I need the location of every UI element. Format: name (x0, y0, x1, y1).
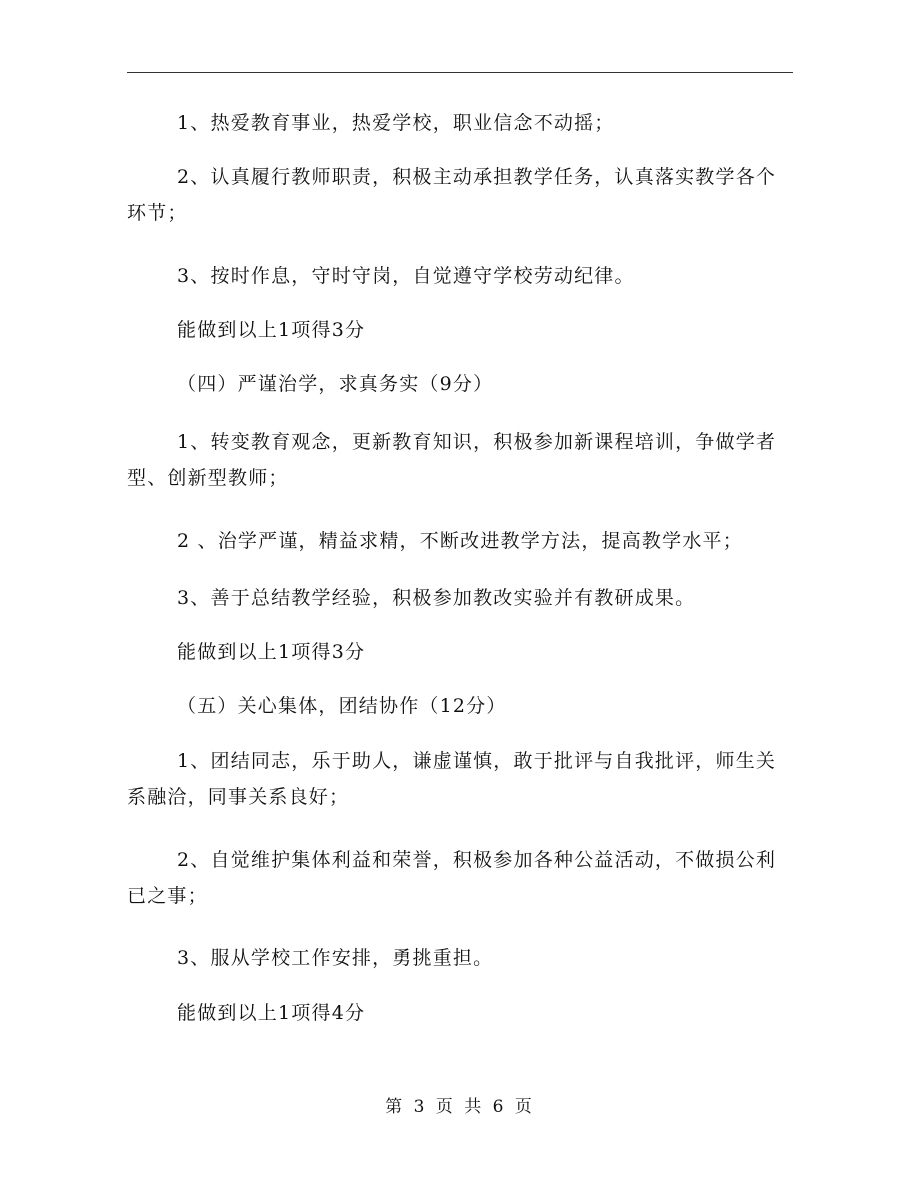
paragraph-item-2-rigorous-study: 2 、治学严谨，精益求精，不断改进教学方法，提高教学水平； (177, 530, 743, 552)
paragraph-item-3-teaching-experience: 3、善于总结教学经验，积极参加教改实验并有教研成果。 (177, 587, 696, 609)
header-rule (127, 72, 793, 73)
paragraph-item-2-collective-interest: 2、自觉维护集体利益和荣誉，积极参加各种公益活动，不做损公利已之事； (127, 849, 777, 907)
section-heading-4: （四）严谨治学，求真务实（9分） (177, 373, 494, 395)
paragraph-item-2-teacher-duties: 2、认真履行教师职责，积极主动承担教学任务，认真落实教学各个环节； (127, 166, 777, 224)
paragraph-item-3-discipline: 3、按时作息，守时守岗，自觉遵守学校劳动纪律。 (177, 265, 635, 287)
paragraph-item-1-education-concept: 1、转变教育观念，更新教育知识，积极参加新课程培训，争做学者型、创新型教师； (127, 431, 777, 489)
paragraph-score-note: 能做到以上1项得4分 (177, 1002, 366, 1024)
paragraph-item-1-unity: 1、团结同志，乐于助人，谦虚谨慎，敢于批评与自我批评，师生关系融洽，同事关系良好； (127, 750, 777, 808)
page-number-footer: 第 3 页 共 6 页 (385, 1097, 535, 1117)
paragraph-item-3-obey-arrangement: 3、服从学校工作安排，勇挑重担。 (177, 947, 494, 969)
paragraph-item-1-love-education: 1、热爱教育事业，热爱学校，职业信念不动摇； (177, 112, 615, 134)
paragraph-score-note: 能做到以上1项得3分 (177, 319, 366, 341)
section-heading-5: （五）关心集体，团结协作（12分） (177, 695, 507, 717)
paragraph-score-note: 能做到以上1项得3分 (177, 641, 366, 663)
